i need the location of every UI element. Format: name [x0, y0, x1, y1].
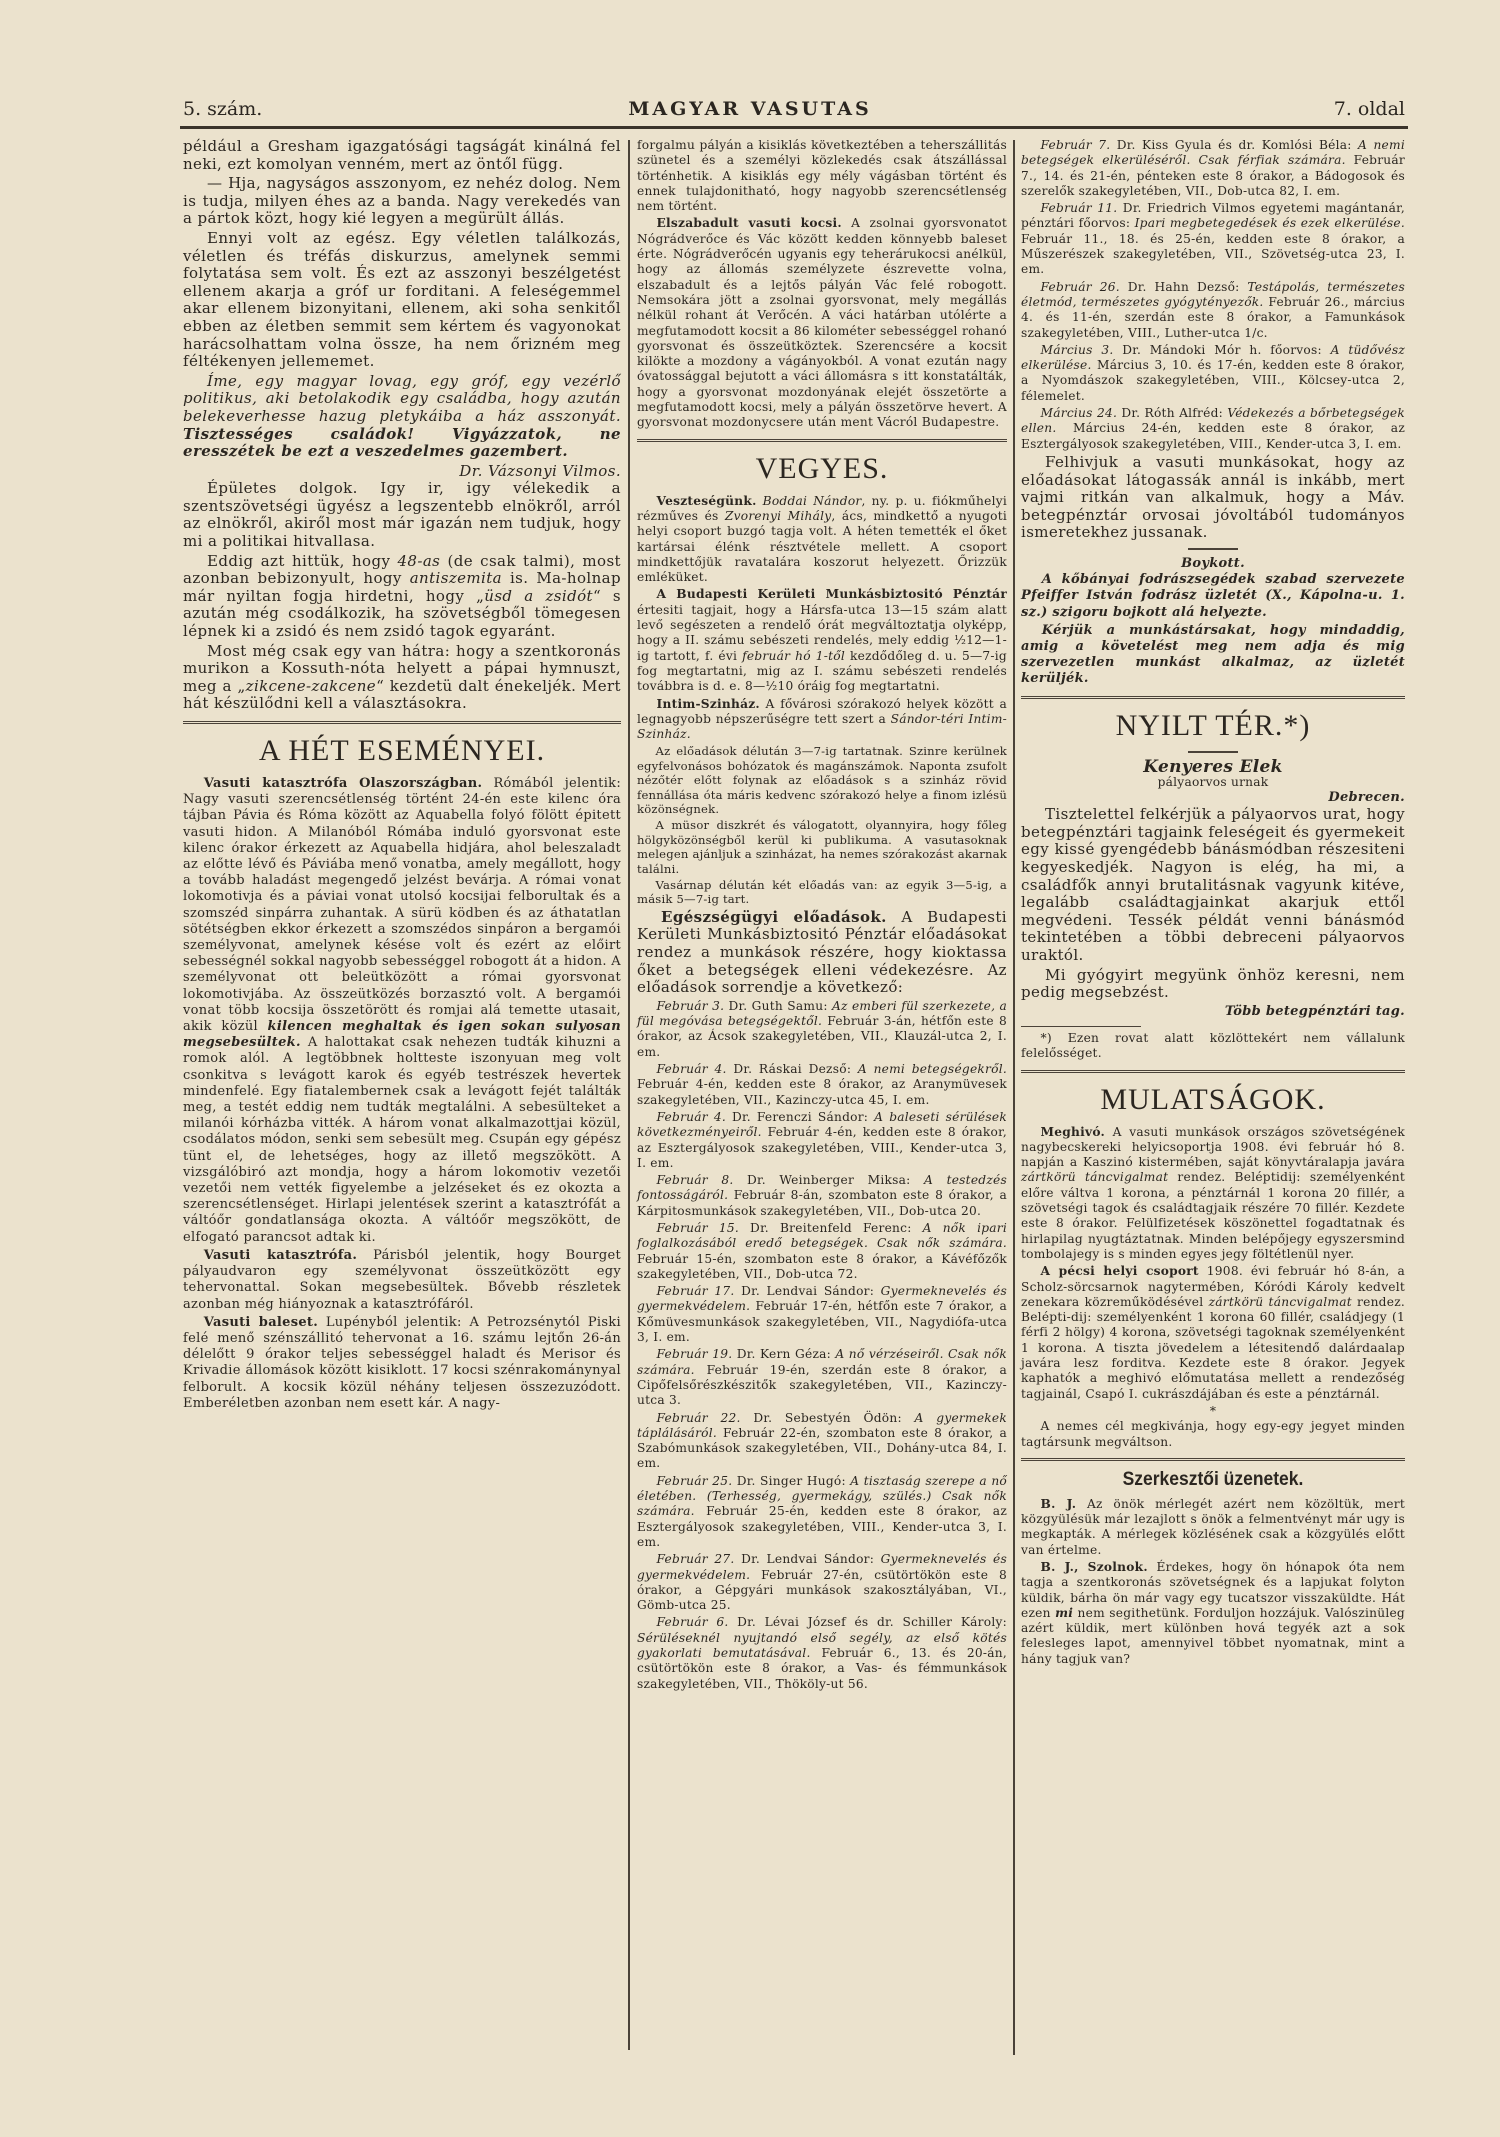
text-run: Sándor-téri Intim-Szinház.	[637, 711, 1008, 742]
text-run: Tisztességes családok! Vigyázzatok, ne eresszétek be ezt a veszedelmes gazembert.	[183, 424, 621, 461]
text-run: Február 27.	[656, 1552, 735, 1567]
article-paragraph	[1021, 623, 1405, 688]
text-run: Február 19.	[656, 1347, 733, 1362]
column-1	[183, 138, 621, 1414]
text-run: Dr. Ferenczi Sándor:	[725, 1109, 875, 1124]
article-lead: Veszteségünk.	[656, 493, 757, 508]
text-run: Dr. Kern Géza:	[732, 1347, 836, 1362]
text-run: Több betegpénztári tag.	[1224, 1003, 1405, 1019]
article-paragraph	[1021, 1264, 1405, 1402]
text-run: A Budapesti Kerületi Munkásbiztositó Pénztár előadásokat rendez a munkások részére, hogy kioktassa őket a betegségek elleni védekezésre. Az előadások sorrendje a következő:	[637, 907, 1007, 997]
article-paragraph	[1021, 201, 1405, 277]
article-lead: Intim-Szinház.	[656, 696, 760, 711]
text-run: A fővárosi szórakozó helyek között a legnagyobb népszerűségre tett szert a	[637, 696, 1007, 726]
text-run: Február 22-én, szombaton este 8 órakor, a Szabómunkások szakegyletében, VII., Dohány-utca 84, I. em.	[637, 1425, 1007, 1471]
article-lead: A pécsi helyi csoport	[1040, 1264, 1199, 1279]
text-run: Március 3, 10. és 17-én, kedden este 8 órakor, a Nyomdászok szakegyletében, VIII., Kölcsey-utca 2, félemelet.	[1021, 358, 1405, 403]
article-lead: Meghivó.	[1040, 1124, 1106, 1139]
text-run: Dr. Friedrich Vilmos egyetemi magántanár, pénztári főorvos:	[1021, 201, 1406, 231]
text-run: nem segithetünk. Forduljon hozzájuk. Valószinüleg azért küldik, mert különben hová tegyék azt a sok felesleges lapot, amennyivel többet nyomatnak, mint a hány tagjuk van?	[1021, 1605, 1405, 1666]
text-run: pályaorvos urnak	[1157, 774, 1269, 789]
text-run: Február 6.	[656, 1615, 729, 1630]
section-divider	[1021, 1026, 1141, 1027]
section-divider	[1188, 548, 1238, 550]
article-paragraph	[637, 1411, 1007, 1472]
article-paragraph	[637, 1552, 1007, 1613]
text-run: Dr. Sebestyén Ödön:	[740, 1410, 915, 1425]
text-run: Február 27-én, csütörtökön este 8 órakor, a Gépgyári munkások szakosztályában, VI., Gömb-utca 25.	[637, 1567, 1007, 1613]
article-paragraph	[1021, 280, 1405, 341]
text-run: Február 19-én, szerdán este 8 órakor, a Cipőfelsőrészkészitők szakegyletében, VII., Kazinczy-utca 3.	[637, 1362, 1007, 1408]
text-run: üsd a zsidót	[484, 586, 593, 605]
text-run: Február 4-én, kedden este 8 órakor, az Esztergályosok szakegyletében, VIII., Kender-utca 3, I. em.	[637, 1125, 1007, 1170]
section-divider	[1021, 1458, 1405, 1461]
article-paragraph	[637, 1110, 1007, 1171]
text-run: rendez. Beléptidij: személyenként előre váltva 1 korona, a pénztárnál 1 korona 20 fillér, a szövetségi tagok és családtagjaik részére 70 fillér. Kezdete este 8 órakor. Felülfizetések köszönettel fogadtatnak és hirlapilag nyugtáztatnak. Minden belépőjegy egyszersmind tombolajegy is s minden egyes jegy föltétlenül nyer.	[1021, 1170, 1405, 1261]
text-run: zártkörü táncvigalmat	[1208, 1294, 1352, 1309]
text-run: Február 25-én, kedden este 8 órakor, az Esztergályosok szakegyletében, VIII., Kender-utca 3, I. em.	[637, 1504, 1007, 1549]
centered-line	[1021, 556, 1405, 572]
text-run: Február 4.	[656, 1109, 726, 1124]
text-run: Dr. Breitenfeld Ferenc:	[739, 1220, 923, 1235]
text-run: Kenyeres Elek	[1143, 756, 1283, 777]
text-run: Párisból jelentik, hogy Bourget pályaudvaron egy személyvonat összeütközött egy tehervonattal. Sokan megsebesültek. Bővebb részletek azonban még hiányoznak a katasztrófáról.	[183, 1247, 621, 1312]
text-run: Épületes dolgok. Igy ir, igy vélekedik a szentszövetségi ügyész a legszentebb elnökről, arról az elnökről, akiről most már igazán nem tudjuk, hogy mi a politikai hitvallasa.	[183, 479, 621, 551]
text-run: Ipari megbetegedések és ezek elkerülése.	[1134, 216, 1405, 231]
text-run: Lupényból jelentik: A Petrozsénytól Piski felé menő szénszállitó tehervonat a 16. számu lejtőn 26-án délelőtt 9 órakor teljes sebességgel haladt és Merisor és Krivadie állomások között kisiklott. 17 kocsi szénrakománynyal felborult. A kocsik közül néhány teljesen összezuzódott. Emberéletben azonban nem esett kár. A nagy-	[183, 1314, 621, 1411]
article-paragraph	[1021, 1125, 1405, 1263]
article-paragraph	[637, 1347, 1007, 1408]
article-paragraph	[183, 138, 621, 173]
text-run: Dr. Lendvai Sándor:	[734, 1552, 881, 1567]
text-run: Gyermeknevelés és gyermekvédelem.	[637, 1552, 1008, 1582]
article-paragraph	[183, 643, 621, 713]
section-divider	[1021, 696, 1405, 699]
text-run: kilencen meghaltak és igen sokan sulyosan megsebesültek.	[183, 1019, 621, 1051]
article-paragraph	[637, 1615, 1007, 1691]
text-run: A gyermekek táplálásáról.	[637, 1410, 1008, 1440]
article-paragraph	[1021, 138, 1405, 199]
article-paragraph	[183, 230, 621, 371]
article-paragraph	[637, 138, 1007, 214]
text-run: Testápolás, természetes életmód, természetes gyógytényezők.	[1021, 279, 1405, 309]
text-run: Érdekes, hogy ön hónapok óta nem tagja a szentkoronás szövetségnek és a lapjukat folyton küldik, bárha ön már vagy egy tucatszor visszaküldte. Hát ezen	[1021, 1559, 1405, 1620]
article-paragraph	[637, 1474, 1007, 1550]
text-run: A tüdővész elkerülése.	[1021, 342, 1405, 373]
text-run: Február 11.	[1040, 201, 1118, 216]
text-run: A vasuti munkások országos szövetségének nagybecskereki helyicsoportja 1908. évi február hó 8. napján a Kaszinó kistermében, saját könyvtáralapja javára	[1021, 1124, 1405, 1170]
header-rule	[180, 126, 1408, 129]
text-run: A kőbányai fodrászsegédek szabad szervezete Pfeiffer István fodrász üzletét (X., Kápolna-u. 1. sz.) szigoru bojkott alá helyezte.	[1021, 572, 1405, 620]
text-run: február hó 1-től	[742, 648, 846, 663]
text-run: *) Ezen rovat alatt közlöttekért nem vállalunk felelősséget.	[1021, 1030, 1405, 1061]
article-paragraph	[1021, 454, 1405, 542]
text-run: A tisztaság szerepe a nő életében. (Terhesség, gyermekágy, szülés.) Csak nők számára.	[637, 1473, 1008, 1519]
article-paragraph	[1021, 343, 1405, 404]
text-run: Felhivjuk a vasuti munkásokat, hogy az előadásokat látogassák annál is inkább, mert vajmi ritkán van alkalmuk, hogy a Máv. betegpénztár orvosai jóvoltából tudományos ismeretekhez jussanak.	[1021, 452, 1405, 542]
article-paragraph	[637, 1173, 1007, 1219]
text-run: Dr. Lévai József és dr. Schiller Károly:	[728, 1615, 1007, 1630]
text-run: Február 15.	[656, 1220, 740, 1235]
text-run: A nemi betegségekről.	[857, 1062, 1007, 1077]
signature-line	[1021, 790, 1405, 806]
text-run: Dr. Guth Samu:	[724, 998, 832, 1013]
text-run: Dr. Singer Hugó:	[732, 1473, 851, 1488]
section-heading: NYILT TÉR.*)	[1115, 708, 1311, 742]
article-paragraph	[637, 999, 1007, 1060]
text-run: Dr. Lendvai Sándor:	[734, 1284, 881, 1299]
article-paragraph	[1021, 1497, 1405, 1558]
text-run: Boykott.	[1181, 555, 1245, 571]
text-run: kezdődőleg d. u. 5—7-ig fog megtartatni, mig az I. számu sebészeti rendelés továbbra is d. e. 8—½10 óráig fog megtartatni.	[637, 648, 1007, 694]
article-paragraph	[1021, 967, 1405, 1002]
text-run: A nemes cél megkivánja, hogy egy-egy jegyet minden tagtársunk megváltson.	[1021, 1419, 1405, 1449]
article-lead: Egészségügyi előadások.	[661, 907, 887, 926]
text-run: például a Gresham igazgatósági tagságát kinálná fel neki, ezt komolyan venném, mert az öntől függ.	[183, 137, 621, 173]
section-divider	[1188, 751, 1238, 753]
article-paragraph	[183, 1315, 621, 1412]
text-run: A halottakat csak nehezen tudták kihuzni a romok alól. A legtöbbnek holtteste iszonyuan meg volt csonkitva s levágott karok és egyéb testrészek hevertek mindenfelé. Egy fiatalembernek csak a levágott fejét találták meg, a testét eddig nem tudták megtalálni. A sebesülteket a milanói kórházba vitték. A három vonat alkalmazottjai közül, csodálatos módon, senki sem sebesült meg. Csupán egy gépész tünt el, de lehetséges, hogy az illető megszökött. A vizsgálóbiró azt mondja, hogy a három lokomotiv vezetői vezetői nem vették figyelembe a jelzéseket és ez okozta a szerencsétlenséget. Hirlapi jelentések szerint a katasztrófát a váltóőr gondatlansága okozta. A váltóőr megszökött, de elfogató parancsot adtak ki.	[183, 1035, 621, 1245]
text-run: mi	[1055, 1605, 1074, 1620]
text-run: Íme, egy magyar lovag, egy gróf, egy vezérlő politikus, aki betolakodik egy családba, hogy azután belekeverhesse hazug pletykáiba a ház asszonyát.	[183, 371, 621, 425]
text-run: is. Ma-holnap már nyiltan fogja hirdetni, hogy „	[183, 569, 621, 605]
text-run: Február 4.	[656, 1062, 727, 1077]
article-paragraph	[637, 909, 1007, 997]
text-run: 48-as	[397, 551, 441, 570]
column-divider	[628, 140, 630, 2050]
text-run: Március 3.	[1040, 342, 1114, 357]
text-run: értesiti tagjait, hogy a Hársfa-utca 13—15 szám alatt levő segészeten a rendelő órát megváltoztatja olyképp, hogy a II. számu sebészeti rendelés, mely eddig ½12—1-ig tartott, f. évi	[637, 602, 1007, 663]
column-2	[637, 138, 1007, 1694]
text-run: Ennyi volt az egész. Egy véletlen találkozás, véletlen és tréfás diskurzus, amelynek semmi folytatása sem volt. És ezt az asszonyi beszélgetést ellenem akarja a gróf ur forditani. A feleségemmel akar ellenem bizonyitani, ellenem, aki soha senkitől ebben az életben semmit sem kértem és vagyonokat harácsolhattam volna össze, ha nem őrizném meg féltékenyen jellememet.	[183, 228, 621, 371]
text-run: “ s azután még csodálkozik, ha szövetségből tömegesen lépnek ki a zsidó és nem zsidó tagok egyaránt.	[183, 586, 621, 641]
text-run: Rómából jelentik: Nagy vasuti szerencsétlenség történt 24-én este kilenc óra tájban Pávia és Róma között az Aquabella folyó fölött épitett vasuti hidon. A Milanóból Rómába induló gyorsvonat este kilenc órakor érkezett az Aquabella hidjára, ahol beleszaladt az előtte lévő és Páviába menő vonatba, amely megállott, hogy a tovább haladást megengedő jelzést bevárja. A római vonat lokomotivja és a páviai vonat utolsó kocsijai felborultak és a szomszéd sinpárra zuhantak. A sürü ködben és az áthatatlan sötétségben ekkor érkezett a szomszédos sinpáron a bergamói személyvonat, amelynek késése volt és ezért az előirt sebességnél sokkal nagyobb sebességgel robogott át a hidon. A személyvonat ott beleütközött a római gyorsvonat lokomotivjába. Az összeütközés borzasztó volt. A bergamói vonat több kocsija összetörött és romjai alá temette utasait, akik közül	[183, 776, 622, 1035]
section-heading: Szerkesztői üzenetek.	[1122, 1468, 1304, 1490]
text-run: Február 22.	[656, 1410, 741, 1425]
text-run: Február 8.	[656, 1173, 734, 1188]
text-run: Dr. Weinberger Miksa:	[733, 1173, 924, 1188]
section-heading: A HÉT ESEMÉNYEI.	[258, 734, 546, 767]
text-run: Február 26.	[1040, 279, 1120, 294]
section-divider	[637, 439, 1007, 442]
newspaper-title: MAGYAR VASUTAS	[628, 98, 872, 120]
text-run: “ kezdetü dalt énekeljék. Mert hát készülődni kell a választásokra.	[183, 676, 621, 713]
text-run: Az emberi fül szerkezete, a fül megóvása betegségektől.	[637, 998, 1007, 1029]
text-run: Február 8-án, szombaton este 8 órakor, a Kárpitosmunkások szakegyletében, VII., Dob-utca 20.	[637, 1188, 1007, 1218]
article-paragraph	[637, 216, 1007, 430]
article-lead: B. J.	[1040, 1496, 1077, 1511]
text-run: Sérüléseknél nyujtandó első segély, az első kötés gyakorlati bemutatásával.	[637, 1630, 1007, 1660]
article-lead: Vasuti katasztrófa Olaszországban.	[203, 776, 483, 791]
article-lead: Vasuti katasztrófa.	[203, 1247, 358, 1263]
text-run: Dr. Ráskai Dezső:	[726, 1062, 858, 1077]
section-divider	[183, 721, 621, 724]
text-run: Február 15-én, szombaton este 8 órakor, a Kávéfőzők szakegyletében, VII., Dob-utca 72.	[637, 1251, 1007, 1281]
text-run: Vasárnap délután két előadás van: az egyik 3—5-ig, a másik 5—7-ig tart.	[637, 878, 1007, 907]
text-run: Február 17.	[656, 1284, 735, 1299]
centered-line	[1021, 1404, 1405, 1419]
text-run: Február 25.	[656, 1473, 733, 1488]
text-run: A nő vérzéseiről. Csak nők számára.	[637, 1347, 1007, 1377]
article-lead: Vasuti baleset.	[203, 1314, 319, 1330]
article-paragraph	[637, 587, 1007, 694]
text-run: A nemi betegségek elkerüléséről. Csak férfiak számára.	[1021, 138, 1405, 168]
text-run: Kérjük a munkástársakat, hogy mindaddig, amig a követelést meg nem adja és mig szervezetlen munkást alkalmaz, az üzletét kerüljék.	[1021, 622, 1405, 687]
text-run: — Hja, nagyságos asszonyom, ez nehéz dolog. Nem is tudja, milyen éhes az a banda. Nagy verekedés van a pártok közt, hogy kié legyen a megürült állás.	[183, 174, 621, 228]
text-run: Dr. Róth Alfréd:	[1117, 406, 1228, 421]
text-run: Dr. Hahn Dezső:	[1119, 279, 1248, 294]
text-run: Február 4-én, kedden este 8 órakor, az Aranymüvesek szakegyletében, VII., Kazinczy-utca 45, I. em.	[637, 1077, 1007, 1107]
article-lead: A Budapesti Kerületi Munkásbiztositó Pénztár	[656, 587, 1007, 602]
text-run: Február 26., március 4. és 11-én, szerdán este 8 órakor, a Famunkások szakegyletében, VIII., Luther-utca 1/c.	[1021, 294, 1405, 340]
text-run: A testedzés fontosságáról.	[637, 1173, 1007, 1203]
article-paragraph	[637, 878, 1007, 907]
article-paragraph	[183, 776, 621, 1246]
text-run: Mi gyógyirt megyünk önhöz keresni, nem pedig megsebzést.	[1021, 965, 1405, 1002]
text-run: Március 24-én, kedden este 8 órakor, az Esztergályosok szakegyletében, VIII., Kender-utca 3, I. em.	[1021, 421, 1405, 451]
section-heading: MULATSÁGOK.	[1100, 1082, 1326, 1116]
text-run: Március 24.	[1040, 406, 1118, 421]
text-run: A nők ipari foglalkozásából eredő betegségek. Csak nők számára.	[637, 1220, 1008, 1251]
article-paragraph	[637, 697, 1007, 743]
text-run: 1908. évi február hó 8-án, a Scholz-sörcsarnok nagytermében, Kóródi Károly kedvelt zenekara közreműködésével	[1021, 1264, 1405, 1309]
text-run: antiszemita	[409, 569, 503, 588]
text-run: , ny. p. u. fiókműhelyi rézműves és	[637, 493, 1007, 523]
text-run: Dr. Mándoki Mór h. főorvos:	[1113, 342, 1331, 357]
text-run: Védekezés a bőrbetegségek ellen.	[1021, 406, 1406, 436]
text-run: *	[1209, 1403, 1217, 1418]
text-run: Február 11., 18. és 25-én, kedden este 8 órakor, a Műszerészek szakegyletében, VII., Szövetség-utca 23, I. em.	[1021, 231, 1405, 277]
article-paragraph	[637, 818, 1007, 876]
text-run: forgalmu pályán a kisiklás következtében a teherszállitás szünetel és a személyi közlekedés csak átszállással történhetik. A kisiklás egy mély vágásban történt és ennek tulajdonitható, hogy nagyobb szerencsétlenség nem történt.	[637, 138, 1007, 214]
text-run: Február 7., 14. és 21-én, pénteken este 8 órakor, a Bádogosok és szerelők szakegyletében, VII., Dob-utca 82, I. em.	[1021, 153, 1405, 198]
article-paragraph	[183, 553, 621, 641]
text-run: , ács, mindkettő a nyugoti helyi csoport buzgó tagja volt. A héten temették el őket kartársai élénk résztvétele mellett. A csoport mindkettőjük ravatalára koszorut helyezett. Őrizzük emléküket.	[637, 508, 1008, 585]
article-paragraph	[1021, 1031, 1405, 1062]
article-paragraph	[1021, 806, 1405, 964]
article-paragraph	[183, 373, 621, 461]
text-run: Dr. Vázsonyi Vilmos.	[459, 461, 621, 480]
article-paragraph	[1021, 406, 1405, 452]
text-run: Dr. Kiss Gyula és dr. Komlósi Béla:	[1110, 138, 1359, 152]
centered-line	[1021, 775, 1405, 790]
text-run: Február 7.	[1040, 138, 1111, 152]
issue-number: 5. szám.	[183, 98, 263, 120]
article-lead: B. J., Szolnok.	[1040, 1559, 1148, 1574]
column-divider	[1013, 140, 1015, 2055]
text-run: Az előadások délután 3—7-ig tartatnak. Szinre kerülnek egyfelvonásos bohózatok és magánszámok. Naponta zsufolt nézőtér előtt folynak az előadások s a szinház rövid fennállása óta máris kedvenc szórakozó helye a finom izlésü közönségnek.	[637, 744, 1007, 817]
signature-line	[1021, 1004, 1405, 1020]
article-paragraph	[1021, 1419, 1405, 1450]
text-run: Eddig azt hittük, hogy	[207, 551, 398, 570]
text-run: Február 6., 13. és 20-án, csütörtökön este 8 órakor, a Vas- és fémmunkások szakegyletében, VII., Thököly-ut 56.	[637, 1646, 1007, 1691]
article-paragraph	[637, 494, 1007, 586]
section-heading: VEGYES.	[755, 451, 889, 485]
article-paragraph	[637, 744, 1007, 816]
text-run: (de csak talmi), most azonban bebizonyult, hogy	[183, 551, 621, 588]
text-run: Zvorenyi Mihály	[724, 508, 832, 523]
text-run: Február 3-án, hétfőn este 8 órakor, az Ácsok szakegyletében, VII., Klauzál-utca 2, I. em.	[637, 1014, 1007, 1059]
text-run: Most még csak egy van hátra: hogy a szentkoronás murikon a Kossuth-nóta helyett a pápai hymnuszt, meg a „	[183, 641, 621, 695]
article-paragraph	[637, 1221, 1007, 1282]
section-divider	[1021, 1070, 1405, 1073]
page-number: 7. oldal	[1333, 98, 1405, 120]
text-run: A zsolnai gyorsvonatot Nógrádverőce és Vác között kedden könnyebb baleset érte. Nógrádverőcén ugyanis egy teherárukocsi anélkül, hogy az állomás személyzete észrevette volna, elszabadult és a lejtős pályán Vác felé robogott. Nemsokára jött a zsolnai gyorsvonat, mely megállás nélkül rohant át Verőcén. A váci határban utólérte a megfutamodott kocsit a 86 kilométer sebességgel rohanó gyorsvonat és összeütköztek. Szerencsére a kocsit kilökte a mozdony a vágányokból. A vonat ezután nagy óvatossággal bejutott a váci állomásra s itt konstatálták, hogy a gyorsvonat mozdonyának elejét összetörte a megfutamodott kocsi, mely a pályán összetörve hevert. A gyorsvonat mozdonycsere után ment Vácról Budapestre.	[637, 216, 1007, 430]
centered-line	[1021, 756, 1405, 777]
text-run: Debrecen.	[1328, 790, 1405, 806]
text-run: zikcene-zakcene	[245, 676, 377, 695]
article-paragraph	[183, 1248, 621, 1313]
article-paragraph	[183, 175, 621, 228]
text-run: Február 17-én, hétfőn este 7 órakor, a Kőmüvesmunkások szakegyletében, VII., Nagydiófa-utca 3, I. em.	[637, 1299, 1007, 1345]
text-run: Február 3.	[656, 998, 725, 1013]
article-paragraph	[1021, 572, 1405, 621]
text-run: Gyermeknevelés és gyermekvédelem.	[637, 1284, 1008, 1314]
text-run: A müsor diszkrét és válogatott, olyannyira, hogy főleg hölgyközönségből kerül ki publikuma. A vasutasoknak melegen ajánljuk a szinházat, ha nemes szórakozást akarnak találni.	[637, 818, 1007, 876]
article-paragraph	[1021, 1560, 1405, 1667]
text-run: Tisztelettel felkérjük a pályaorvos urat, hogy betegpénztári tagjaink feleségeit és gyermekeit egy kissé gyengédebb bánásmódban részesiteni kegyeskedjék. Nagyon is elég, ha mi, a családfők annyi brutalitásnak vagyunk kitéve, legalább családtagjainkat akarjuk ettől megvédeni. Tessék példát venni bánásmód tekintetében a többi debreceni pályaorvos uraktól.	[1021, 805, 1405, 964]
text-run: zártkörü táncvigalmat	[1021, 1170, 1169, 1185]
article-lead: Elszabadult vasuti kocsi.	[656, 216, 842, 231]
article-paragraph	[637, 1062, 1007, 1108]
column-3	[1021, 138, 1405, 1669]
text-run: A baleseti sérülések következményeiről.	[637, 1109, 1007, 1140]
text-run: Boddai Nándor	[762, 493, 862, 508]
article-paragraph	[637, 1284, 1007, 1345]
text-run: Az önök mérlegét azért nem közöltük, mert közgyülésük már lezajlott s önök a felmentvényt már ugy is megkapták. A mérlegek közlésének csak a közgyülés előtt van értelme.	[1021, 1496, 1405, 1557]
signature-line	[183, 463, 621, 481]
text-run: rendez. Belépti-dij: személyenként 1 korona 60 fillér, családjegy (1 férfi 2 hölgy) 4 korona, szövetségi tagoknak személyenként 1 korona. A tiszta jövedelem a létesitendő dalárdaalap javára lesz forditva. Kezdete este 8 órakor. Jegyek kaphatók a meghivó előmutatása mellett a rendezőség tagjainál, Csapó I. cukrászdájában és este a pénztárnál.	[1021, 1294, 1405, 1401]
article-paragraph	[183, 480, 621, 550]
